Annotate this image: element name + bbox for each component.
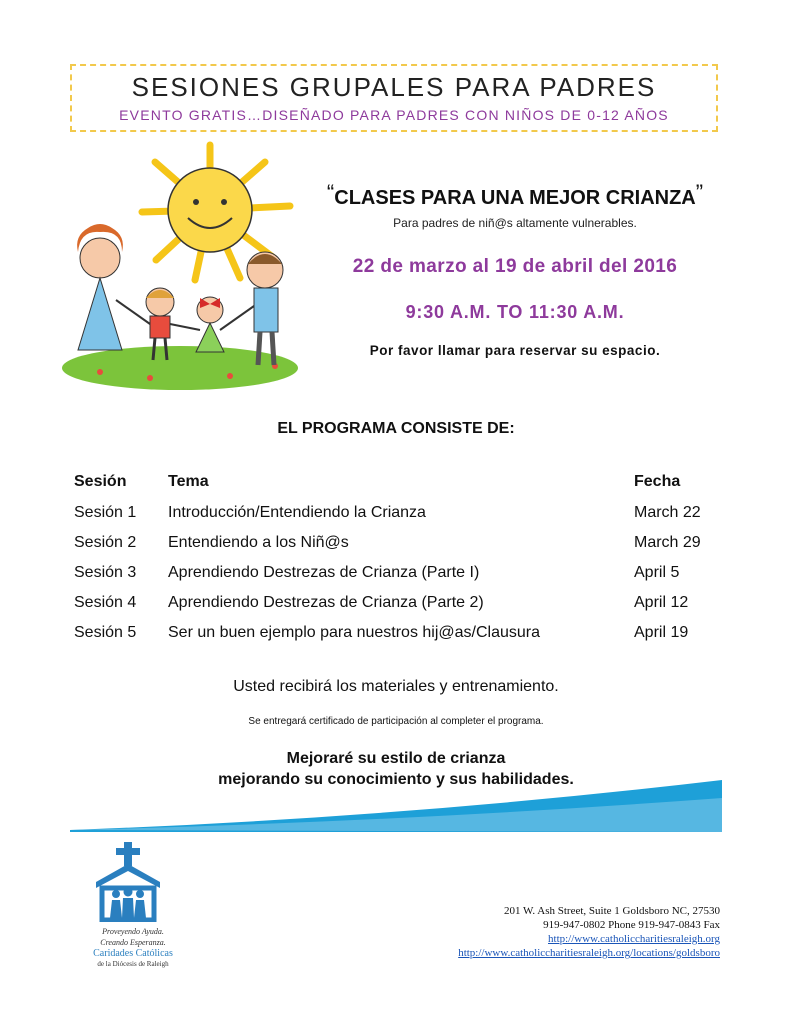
reservation-note: Por favor llamar para reservar su espacio. (369, 343, 661, 358)
hero-title (300, 180, 730, 210)
motto-line-2: Creando Esperanza. (100, 938, 166, 947)
header-session: Sesión (74, 473, 127, 490)
session-cell: Sesión 5 (74, 624, 137, 641)
improve-line-1: Mejoraré su estilo de crianza (286, 750, 506, 767)
blue-swoosh-divider (70, 778, 722, 832)
open-quote: “ (326, 180, 335, 205)
contact-block (458, 904, 720, 960)
table-row (74, 618, 724, 648)
topic-cell: Ser un buen ejemplo para nuestros hij@as/Clausura (168, 624, 541, 641)
date-cell: April 12 (634, 594, 689, 611)
session-cell: Sesión 1 (74, 504, 137, 521)
close-quote: ” (695, 180, 704, 205)
motto-line-1: Proveyendo Ayuda. (102, 927, 164, 936)
program-title: EL PROGRAMA CONSISTE DE: (277, 420, 515, 437)
logo-motto (78, 926, 188, 948)
topic-cell: Entendiendo a los Niñ@s (168, 534, 349, 551)
page-title: SESIONES GRUPALES PARA PADRES (131, 72, 657, 102)
improve-line-2: mejorando su conocimiento y sus habilidades. (218, 771, 574, 788)
hero-title-text: CLASES PARA UNA MEJOR CRIANZA (334, 187, 696, 209)
date-cell: April 5 (634, 564, 680, 581)
address: 201 W. Ash Street, Suite 1 Goldsboro NC, 27530 (503, 905, 720, 917)
topic-cell: Aprendiendo Destrezas de Crianza (Parte 2) (168, 594, 484, 611)
date-cell: March 22 (634, 504, 701, 521)
topic-cell: Aprendiendo Destrezas de Crianza (Parte I) (168, 564, 480, 581)
session-cell: Sesión 4 (74, 594, 137, 611)
table-row (74, 498, 724, 528)
table-row (74, 558, 724, 588)
hero-block (300, 180, 730, 358)
website-link[interactable]: http://www.catholiccharitiesraleigh.org (548, 933, 720, 945)
materials-note: Usted recibirá los materiales y entrenamiento. (233, 678, 559, 695)
event-time: 9:30 A.M. TO 11:30 A.M. (405, 302, 625, 322)
schedule-header-row (74, 466, 724, 498)
header-topic: Tema (168, 473, 209, 490)
family-sun-illustration (60, 140, 310, 400)
phone-fax: 919-947-0802 Phone 919-947-0843 Fax (543, 919, 720, 931)
location-link[interactable]: http://www.catholiccharitiesraleigh.org/locations/goldsboro (458, 947, 720, 959)
topic-cell: Introducción/Entendiendo la Crianza (168, 504, 426, 521)
table-row (74, 588, 724, 618)
event-dates: 22 de marzo al 19 de abril del 2016 (352, 256, 678, 277)
header-box (70, 64, 718, 132)
table-row (74, 528, 724, 558)
header-date: Fecha (634, 473, 681, 490)
date-cell: March 29 (634, 534, 701, 551)
session-cell: Sesión 2 (74, 534, 137, 551)
church-logo-icon (92, 842, 164, 922)
hero-subtitle: Para padres de niñ@s altamente vulnerables. (393, 216, 637, 230)
catholic-charities-logo (78, 842, 188, 968)
page-subtitle: EVENTO GRATIS…DISEÑADO PARA PADRES CON NIÑOS DE 0-12 AÑOS (119, 107, 669, 123)
org-name: Caridades Católicas (93, 948, 173, 959)
schedule-table (74, 466, 724, 648)
date-cell: April 19 (634, 624, 689, 641)
org-subname: de la Diócesis de Raleigh (97, 960, 169, 968)
session-cell: Sesión 3 (74, 564, 137, 581)
certificate-note: Se entregará certificado de participación al completer el programa. (248, 716, 544, 727)
